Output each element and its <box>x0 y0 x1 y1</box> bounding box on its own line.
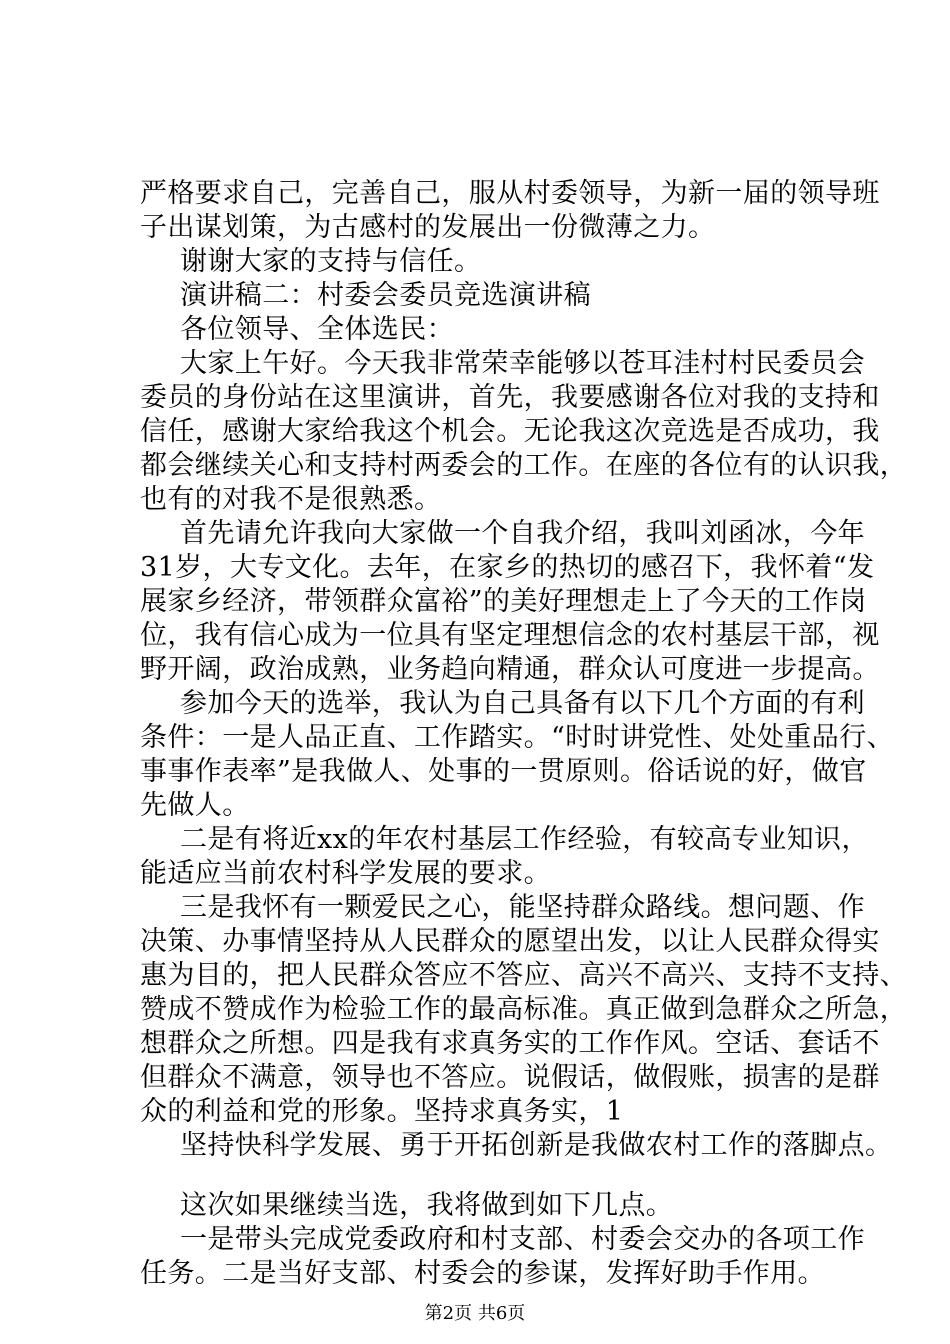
text-line: 位，我有信心成为一位具有坚定理想信念的农村基层干部，视 <box>140 620 880 651</box>
text-line: 能适应当前农村科学发展的要求。 <box>140 858 551 889</box>
text-line: 三是我怀有一颗爱民之心，能坚持群众路线。想问题、作 <box>180 892 865 923</box>
text-line: 先做人。 <box>140 790 250 821</box>
section-heading: 演讲稿二：村委会委员竞选演讲稿 <box>180 280 591 311</box>
text-line: 严格要求自己，完善自己，服从村委领导，为新一届的领导班 <box>140 178 880 209</box>
text-line: 条件：一是人品正直、工作踏实。“时时讲党性、处处重品行、 <box>140 722 895 753</box>
text-line: 参加今天的选举，我认为自己具备有以下几个方面的有利 <box>180 688 865 719</box>
text-line: 谢谢大家的支持与信任。 <box>180 246 482 277</box>
text-line: 一是带头完成党委政府和村支部、村委会交办的各项工作 <box>180 1224 865 1255</box>
text-line: 都会继续关心和支持村两委会的工作。在座的各位有的认识我， <box>140 450 908 481</box>
text-line: 大家上午好。今天我非常荣幸能够以苍耳洼村村民委员会 <box>180 348 865 379</box>
text-line: 野开阔，政治成熟，业务趋向精通，群众认可度进一步提高。 <box>140 654 880 685</box>
text-line: 想群众之所想。四是我有求真务实的工作作风。空话、套话不 <box>140 1028 880 1059</box>
text-line: 坚持快科学发展、勇于开拓创新是我做农村工作的落脚点。 <box>180 1130 893 1161</box>
text-line: 展家乡经济，带领群众富裕”的美好理想走上了今天的工作岗 <box>140 586 867 617</box>
page-number: 第2页 共6页 <box>424 1303 526 1324</box>
text-line: 首先请允许我向大家做一个自我介绍，我叫刘函冰，今年 <box>180 518 865 549</box>
text-line: 赞成不赞成作为检验工作的最高标准。真正做到急群众之所急， <box>140 994 908 1025</box>
text-line: 子出谋划策，为古感村的发展出一份微薄之力。 <box>140 212 716 243</box>
text-line: 31岁，大专文化。去年，在家乡的热切的感召下，我怀着“发 <box>140 552 875 583</box>
text-line: 惠为目的，把人民群众答应不答应、高兴不高兴、支持不支持、 <box>140 960 908 991</box>
text-line: 众的利益和党的形象。坚持求真务实，1 <box>140 1096 624 1127</box>
text-line: 信任，感谢大家给我这个机会。无论我这次竞选是否成功，我 <box>140 416 880 447</box>
text-line: 这次如果继续当选，我将做到如下几点。 <box>180 1190 674 1221</box>
text-line: 任务。二是当好支部、村委会的参谋，发挥好助手作用。 <box>140 1258 825 1289</box>
text-line: 但群众不满意，领导也不答应。说假话，做假账，损害的是群 <box>140 1062 880 1093</box>
text-line: 委员的身份站在这里演讲，首先，我要感谢各位对我的支持和 <box>140 382 880 413</box>
text-line: 二是有将近xx的年农村基层工作经验，有较高专业知识， <box>180 824 869 855</box>
text-line: 也有的对我不是很熟悉。 <box>140 484 442 515</box>
text-line: 决策、办事情坚持从人民群众的愿望出发，以让人民群众得实 <box>140 926 880 957</box>
salutation: 各位领导、全体选民： <box>180 314 454 345</box>
text-line: 事事作表率”是我做人、处事的一贯原则。俗话说的好，做官 <box>140 756 867 787</box>
